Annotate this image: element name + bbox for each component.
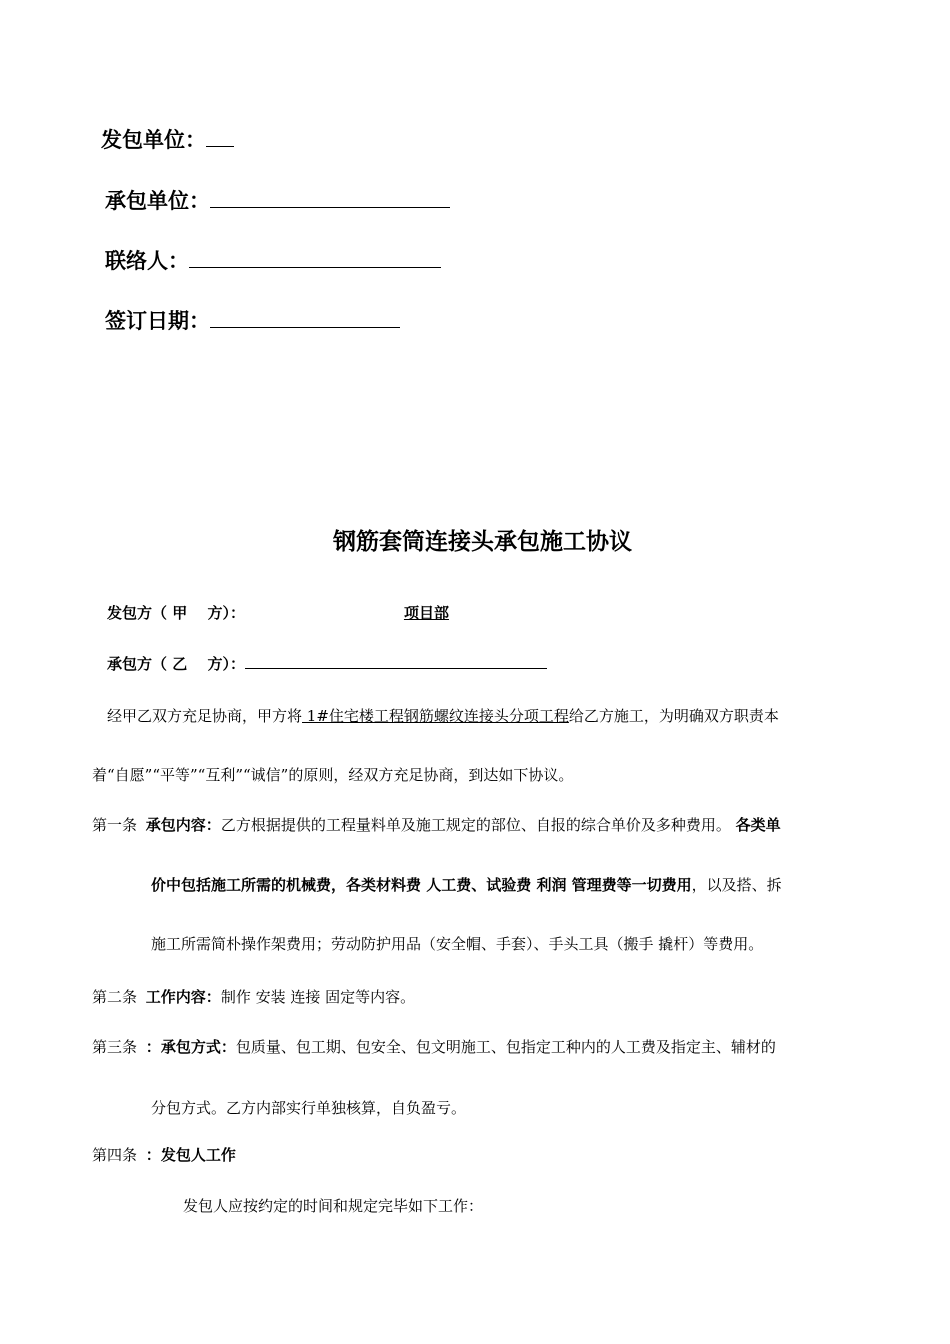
article-4-number: 第四条: [92, 1146, 138, 1164]
contact-field: [105, 245, 441, 275]
article-4-line: 第四条 ：发包人工作: [92, 1146, 236, 1164]
contact-blank: [189, 249, 441, 268]
contractor-field: [105, 185, 450, 215]
intro-line-1: 经甲乙双方充足协商，甲方将 1#住宅楼工程钢筋螺纹连接头分项工程给乙方施工，为明确双方职责本: [107, 707, 779, 725]
article-4-text: 发包人应按约定的时间和规定完毕如下工作：: [183, 1197, 484, 1215]
article-2-line: 第二条 工作内容：制作 安装 连接 固定等内容。: [92, 988, 416, 1006]
date-blank: [210, 309, 400, 328]
date-field: [105, 305, 400, 335]
project-name: 1#住宅楼工程钢筋螺纹连接头分项工程: [302, 707, 569, 725]
article-3-number: 第三条: [92, 1038, 138, 1056]
article-4-heading: 发包人工作: [160, 1146, 236, 1164]
contractor-label: 承包单位：: [105, 189, 210, 213]
date-label: 签订日期：: [105, 309, 210, 333]
employer-blank: [206, 128, 234, 147]
employer-label: 发包单位：: [101, 128, 206, 152]
party-a-label: 发包方（ 甲 方）：: [107, 604, 245, 622]
article-2-heading: 工作内容：: [145, 988, 221, 1006]
contact-label: 联络人：: [105, 249, 189, 273]
article-1-line-1: 第一条 承包内容：乙方根据提供的工程量料单及施工规定的部位、自报的综合单价及多种费用。 各类单: [92, 816, 781, 834]
article-3-heading: 承包方式：: [160, 1038, 236, 1056]
document-title: 钢筋套筒连接头承包施工协议: [333, 529, 632, 555]
party-b-blank: [245, 654, 547, 669]
party-a-value: 项目部: [403, 604, 449, 622]
party-b-line: [107, 653, 547, 674]
article-1-number: 第一条: [92, 816, 138, 834]
party-b-label: 承包方（ 乙 方）：: [107, 655, 245, 673]
article-2-number: 第二条: [92, 988, 138, 1006]
article-3-line-1: 第三条 ：承包方式：包质量、包工期、包安全、包文明施工、包指定工种内的人工费及指定主、辅材的: [92, 1038, 776, 1056]
party-a-line: [107, 602, 449, 623]
contractor-blank: [210, 189, 450, 208]
article-3-line-2: 分包方式。乙方内部实行单独核算，自负盈亏。: [151, 1099, 467, 1117]
employer-field: [101, 124, 234, 154]
intro-line-2: 着“自愿”“平等”“互利”“诚信”的原则，经双方充足协商，到达如下协议。: [92, 766, 574, 784]
article-1-line-3: 施工所需简朴操作架费用；劳动防护用品（安全帽、手套）、手头工具（搬手 撬杆）等费用。: [151, 935, 764, 953]
article-1-heading: 承包内容：: [145, 816, 221, 834]
article-1-line-2: 价中包括施工所需的机械费，各类材料费 人工费、试验费 利润 管理费等一切费用，以及搭、拆: [151, 876, 782, 894]
